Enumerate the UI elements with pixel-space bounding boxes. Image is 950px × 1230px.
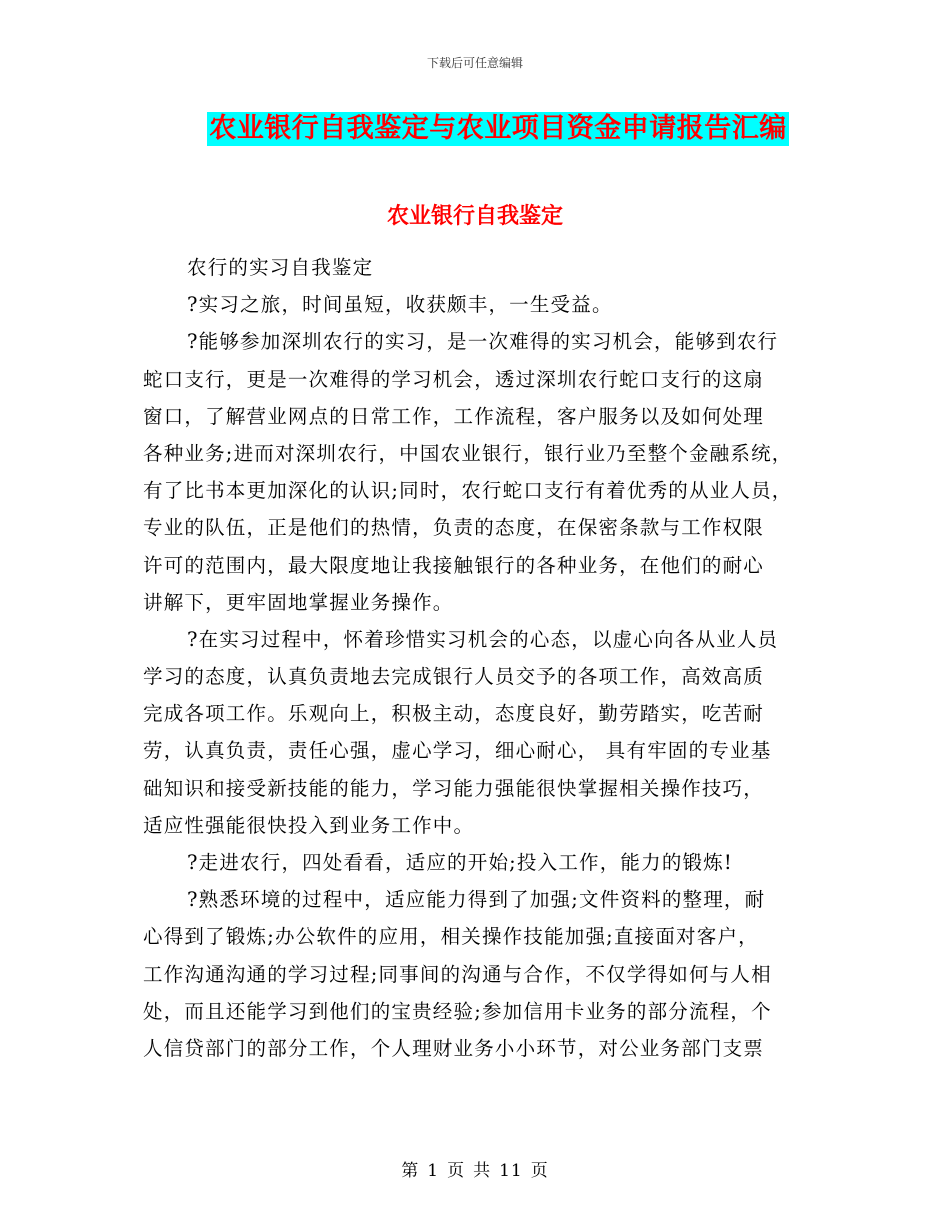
paragraph-line: 心得到了锻炼;办公软件的应用，相关操作技能加强;直接面对客户， bbox=[143, 925, 759, 949]
paragraph-line: 础知识和接受新技能的能力，学习能力强能很快掌握相关操作技巧， bbox=[143, 776, 765, 800]
paragraph-line: 许可的范围内，最大限度地让我接触银行的各种业务，在他们的耐心 bbox=[143, 553, 765, 577]
footer-label-ye: 页 bbox=[447, 1161, 466, 1181]
paragraph-line: 工作沟通沟通的学习过程;同事间的沟通与合作，不仅学得如何与人相 bbox=[143, 962, 772, 986]
footer-label-page: 第 bbox=[401, 1161, 420, 1181]
footer-label-ye2: 页 bbox=[530, 1161, 549, 1181]
paragraph-line: 学习的态度，认真负责地去完成银行人员交予的各项工作，高效高质 bbox=[143, 665, 765, 689]
paragraph-line: 人信贷部门的部分工作，个人理财业务小小环节，对公业务部门支票 bbox=[143, 1036, 765, 1060]
document-title: 农业银行自我鉴定与农业项目资金申请报告汇编 bbox=[209, 113, 787, 144]
paragraph-line: 各种业务;进而对深圳农行，中国农业银行，银行业乃至整个金融系统， bbox=[143, 441, 793, 465]
paragraph-line: 农行的实习自我鉴定 bbox=[187, 256, 374, 279]
paragraph-line: 讲解下，更牢固地掌握业务操作。 bbox=[143, 590, 454, 614]
paragraph-line: 窗口，了解营业网点的日常工作，工作流程，客户服务以及如何处理 bbox=[143, 404, 765, 428]
page-footer bbox=[0, 1156, 950, 1181]
footer-page-number: 1 bbox=[427, 1161, 440, 1181]
paragraph-line: ?走进农行，四处看看，适应的开始;投入工作，能力的锻炼! bbox=[187, 851, 733, 874]
paragraph-line: ?熟悉环境的过程中，适应能力得到了加强;文件资料的整理，耐 bbox=[187, 888, 766, 912]
header-note: 下载后可任意编辑 bbox=[426, 56, 523, 70]
paragraph-line: ?在实习过程中，怀着珍惜实习机会的心态，以虚心向各从业人员 bbox=[187, 627, 779, 651]
paragraph-line: 蛇口支行，更是一次难得的学习机会，透过深圳农行蛇口支行的这扇 bbox=[143, 367, 765, 391]
section-title: 农业银行自我鉴定 bbox=[386, 204, 563, 229]
paragraph-line: 劳，认真负责，责任心强，虚心学习，细心耐心， 具有牢固的专业基 bbox=[143, 739, 772, 763]
main-title-container bbox=[0, 112, 950, 146]
paragraph-line: 处，而且还能学习到他们的宝贵经验;参加信用卡业务的部分流程，个 bbox=[143, 999, 772, 1023]
body-text bbox=[143, 249, 815, 1067]
paragraph-line: 专业的队伍，正是他们的热情，负责的态度，在保密条款与工作权限 bbox=[143, 516, 765, 540]
paragraph-line: ?实习之旅，时间虽短，收获颇丰，一生受益。 bbox=[187, 293, 613, 317]
paragraph-line: 完成各项工作。乐观向上，积极主动，态度良好，勤劳踏实，吃苦耐 bbox=[143, 702, 765, 726]
paragraph-line: 有了比书本更加深化的认识;同时，农行蛇口支行有着优秀的从业人员， bbox=[143, 479, 793, 503]
paragraph-line: 适应性强能很快投入到业务工作中。 bbox=[143, 813, 475, 837]
paragraph-line: ?能够参加深圳农行的实习，是一次难得的实习机会，能够到农行 bbox=[187, 330, 779, 354]
footer-total-pages: 11 bbox=[499, 1161, 523, 1181]
footer-label-total: 共 bbox=[473, 1161, 492, 1181]
